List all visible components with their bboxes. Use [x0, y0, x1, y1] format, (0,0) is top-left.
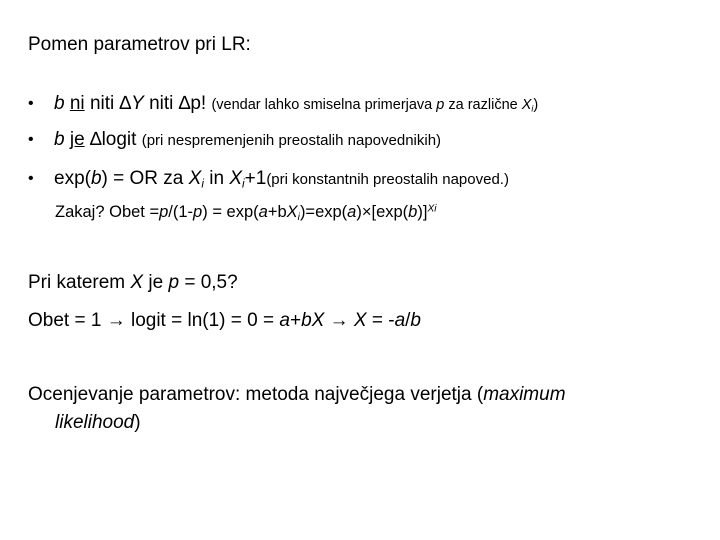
text: za različne [444, 97, 522, 113]
text: )] [417, 203, 428, 221]
delta-symbol: ∆ [89, 129, 102, 150]
text: = 0,5? [179, 272, 238, 293]
var-x: X [130, 272, 144, 293]
delta-symbol: ∆ [178, 93, 191, 114]
text: logit [101, 129, 142, 150]
param-a: a [258, 203, 268, 221]
superscript-xi: Xi [427, 203, 437, 215]
text: niti [143, 93, 179, 114]
answer-line [28, 310, 421, 333]
text: +b [267, 203, 287, 221]
param-b: b [54, 129, 65, 150]
var-p: p [436, 97, 445, 113]
param-b: b [408, 203, 418, 221]
bullet1-note [211, 97, 538, 113]
param-a: a [347, 203, 357, 221]
english-term: likelihood [55, 412, 135, 433]
var-y: Y [131, 93, 144, 114]
bullet-dot: • [28, 95, 34, 112]
subscript-i: i [297, 211, 300, 223]
text: ) = exp( [202, 203, 259, 221]
arrow-right-icon: → [329, 310, 349, 331]
param-b: b [90, 168, 102, 189]
text: (vendar lahko smiselna primerjava [211, 97, 437, 113]
param-b: b [301, 310, 312, 331]
delta-symbol: ∆ [119, 93, 132, 114]
text: je [143, 272, 169, 293]
bullet-item-2 [28, 129, 441, 152]
bullet-dot: • [28, 170, 34, 187]
var-p: p [159, 203, 169, 221]
var-x: X [311, 310, 325, 331]
var-p: p [193, 203, 203, 221]
bullet-item-1 [28, 93, 538, 116]
var-x: X [188, 168, 202, 189]
text: Ocenjevanje parametrov: metoda največjega verjetja ( [28, 384, 484, 405]
var-x: X [286, 203, 298, 221]
param-b: b [410, 310, 421, 331]
text: )=exp( [299, 203, 348, 221]
bullet-dot: • [28, 131, 34, 148]
text: in [203, 168, 230, 189]
var-p: p [168, 272, 180, 293]
subscript-i: i [531, 103, 534, 114]
arrow-right-icon: → [106, 310, 126, 331]
text: Obet = 1 [28, 310, 107, 331]
param-b: b [54, 93, 65, 114]
text: ) [533, 97, 539, 113]
bullet2-note: (pri nespremenjenih preostalih napovednikih) [141, 132, 442, 149]
text: / [405, 310, 411, 331]
text: )×[exp( [356, 203, 409, 221]
param-a: a [394, 310, 406, 331]
text: = - [366, 310, 395, 331]
bullet-3-continuation [55, 203, 437, 223]
underlined-ni: ni [69, 93, 85, 114]
text: Zakaj? Obet = [55, 203, 160, 221]
text: ) = OR za [101, 168, 189, 189]
slide-title: Pomen parametrov pri LR: [28, 34, 251, 55]
var-x: X [229, 168, 243, 189]
text: p! [190, 93, 212, 114]
text: /(1- [168, 203, 194, 221]
estimation-line [28, 384, 566, 407]
param-a: a [279, 310, 290, 331]
subscript-i: i [201, 177, 204, 191]
text: + [289, 310, 302, 331]
text: niti [89, 93, 120, 114]
text: +1 [244, 168, 267, 189]
var-x: X [353, 310, 367, 331]
bullet3-note: (pri konstantnih preostalih napoved.) [266, 171, 509, 188]
estimation-line-cont [55, 412, 141, 435]
english-term: maximum [483, 384, 566, 405]
text: Pri katerem [28, 272, 131, 293]
subscript-i: i [242, 177, 245, 191]
bullet-item-3 [28, 168, 509, 191]
var-x: X [521, 97, 532, 113]
underlined-je: je [69, 129, 85, 150]
text: exp( [54, 168, 91, 189]
text: ) [134, 412, 141, 433]
question-line [28, 272, 238, 295]
text: logit = ln(1) = 0 = [125, 310, 280, 331]
